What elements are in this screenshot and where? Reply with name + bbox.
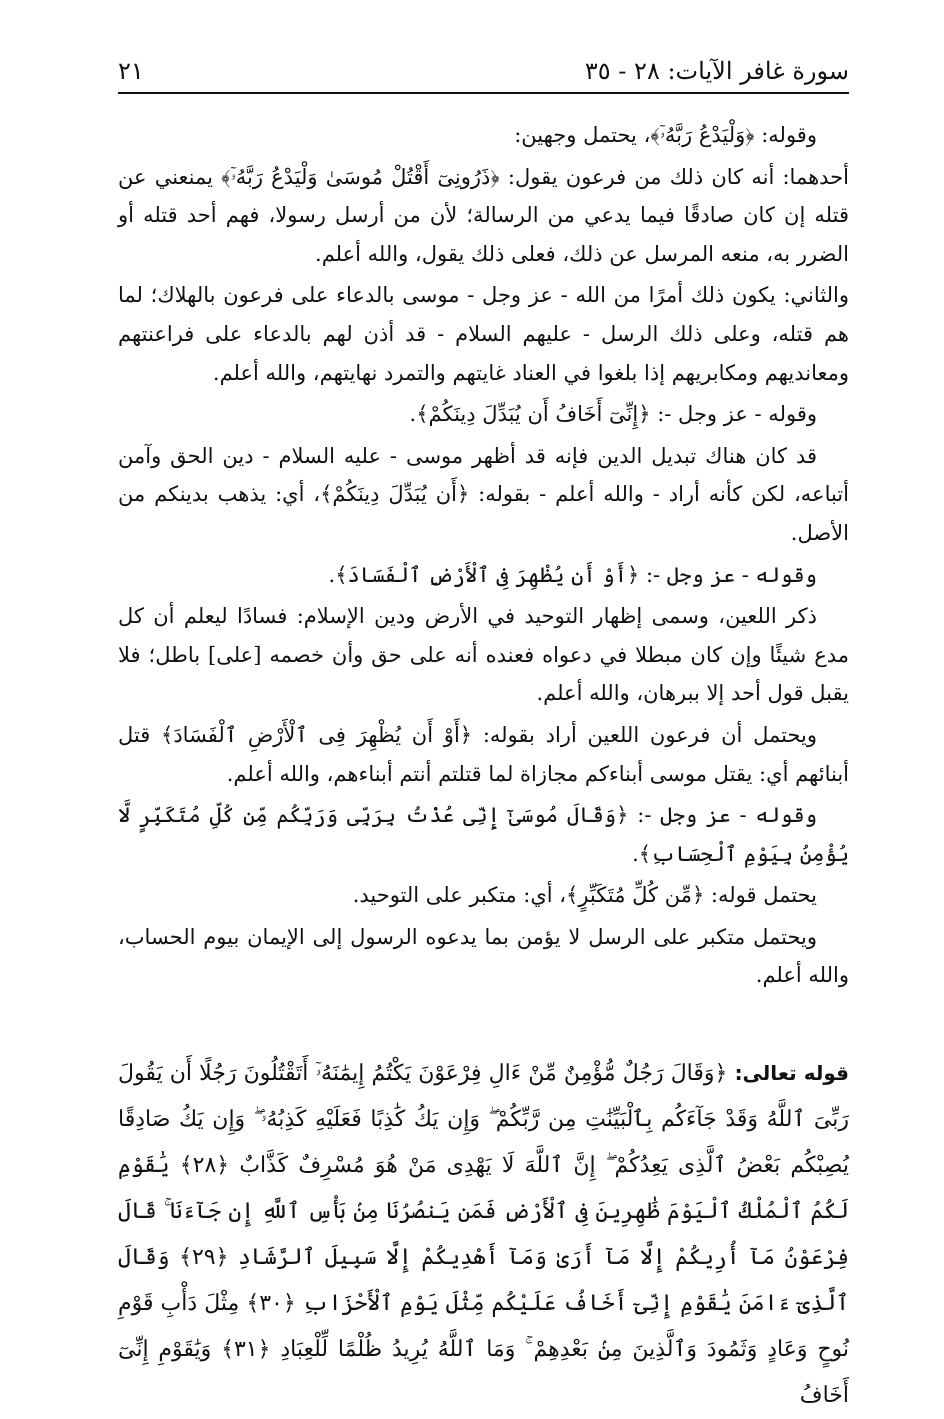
commentary-body [118,116,849,998]
page-number: ٢١ [118,57,144,85]
verse-text: ﴿وَقَالَ رَجُلٌ مُّؤْمِنٌ مِّنْ ءَالِ فِرْعَوْنَ يَكْتُمُ إِيمَٰنَهُۥٓ أَتَقْتُلُونَ رَجُلًا أَن يَقُولَ رَبِّىَ ٱللَّهُ وَقَدْ جَآءَكُم بِٱلْبَيِّنَٰتِ مِن رَّبِّكُمْ ۖ وَإِن يَكُ كَٰذِبًا فَعَلَيْهِ كَذِبُهُۥ ۖ وَإِن يَكُ صَادِقًا يُصِبْكُم بَعْضُ ٱلَّذِى يَعِدُكُمْ ۖ إِنَّ ٱللَّهَ لَا يَهْدِى مَنْ هُوَ مُسْرِفٌ كَذَّابٌ ﴿٢٨﴾ يَٰقَوْمِ لَكُمُ ٱلْمُلْكُ ٱلْيَوْمَ ظَٰهِرِينَ فِى ٱلْأَرْضِ فَمَن يَنصُرُنَا مِنۢ بَأْسِ ٱللَّهِ إِن جَآءَنَا ۚ قَالَ فِرْعَوْنُ مَآ أُرِيكُمْ إِلَّا مَآ أَرَىٰ وَمَآ أَهْدِيكُمْ إِلَّا سَبِيلَ ٱلرَّشَادِ ﴿٢٩﴾ وَقَالَ ٱلَّذِىٓ ءَامَنَ يَٰقَوْمِ إِنِّىٓ أَخَافُ عَلَيْكُم مِّثْلَ يَوْمِ ٱلْأَحْزَابِ ﴿٣٠﴾ مِثْلَ دَأْبِ قَوْمِ نُوحٍ وَعَادٍ وَثَمُودَ وَٱلَّذِينَ مِنۢ بَعْدِهِمْ ۚ وَمَا ٱللَّهُ يُرِيدُ ظُلْمًا لِّلْعِبَادِ ﴿٣١﴾ وَيَٰقَوْمِ إِنِّىٓ أَخَافُ [118,1061,850,1408]
paragraph: ويحتمل أن فرعون اللعين أراد بقوله: ﴿أَوْ أَن يُظْهِرَ فِى ٱلْأَرْضِ ٱلْفَسَادَ﴾ قتل أبنائهم أي: يقتل موسى أبناءكم مجازاة لما قتلتم أنتم أبناءهم، والله أعلم. [118,722,849,786]
paragraph: يحتمل قوله: ﴿مِّن كُلِّ مُتَكَبِّرٍ﴾، أي: متكبر على التوحيد. [352,883,817,908]
quran-verses-block [118,1050,849,1419]
header-divider [118,92,849,94]
paragraph: وقوله - عز وجل -: ﴿أَوْ أَن يُظْهِرَ فِى ٱلْأَرْضِ ٱلْفَسَادَ﴾. [328,562,817,587]
paragraph: والثاني: يكون ذلك أمرًا من الله - عز وجل - موسى بالدعاء على فرعون بالهلاك؛ لما هم قتله، وعلى ذلك الرسل - عليهم السلام - قد أذن لهم بالدعاء على فراعنتهم ومعانديهم ومكابريهم إذا بلغوا في العناد غايتهم والتمرد نهايتهم، والله أعلم. [118,283,849,385]
paragraph: أحدهما: أنه كان ذلك من فرعون يقول: ﴿ذَرُونِىٓ أَقْتُلْ مُوسَىٰ وَلْيَدْعُ رَبَّهُۥٓ﴾ يمنعني عن قتله إن كان صادقًا فيما يدعي من الرسالة؛ لأن من أرسل رسولا، فهم أحد قتله أو الضرر به، منعه المرسل عن ذلك، فعلى ذلك يقول، والله أعلم. [118,164,849,266]
paragraph: ويحتمل متكبر على الرسل لا يؤمن بما يدعوه الرسول إلى الإيمان بيوم الحساب، والله أعلم. [118,924,849,988]
paragraph: وقوله - عز وجل -: ﴿وَقَالَ مُوسَىٰٓ إِنِّى عُذْتُ بِرَبِّى وَرَبِّكُم مِّن كُلِّ مُتَكَبِّرٍ لَّا يُؤْمِنُ بِيَوْمِ ٱلْحِسَابِ﴾. [118,803,849,866]
verse-label: قوله تعالى: [734,1061,849,1085]
paragraph: وقوله - عز وجل -: ﴿إِنِّىٓ أَخَافُ أَن يُبَدِّلَ دِينَكُمْ﴾. [409,402,817,427]
header-title: سورة غافر الآيات: ٢٨ - ٣٥ [584,57,849,85]
paragraph: قد كان هناك تبديل الدين فإنه قد أظهر موسى - عليه السلام - دين الحق وآمن أتباعه، لكن كأنه أراد - والله أعلم - بقوله: ﴿أَن يُبَدِّلَ دِينَكُمْ﴾، أي: يذهب بدينكم من الأصل. [118,443,849,545]
paragraph: وقوله: ﴿وَلْيَدْعُ رَبَّهُۥٓ﴾، يحتمل وجهين: [514,123,817,147]
paragraph: ذكر اللعين، وسمى إظهار التوحيد في الأرض ودين الإسلام: فسادًا ليعلم أن كل مدع شيئًا وإن كان مبطلا في دعواه فعنده أنه على حق وأن خصمه [على] باطل؛ فلا يقبل قول أحد إلا ببرهان، والله أعلم. [118,604,849,706]
running-header [118,52,849,90]
